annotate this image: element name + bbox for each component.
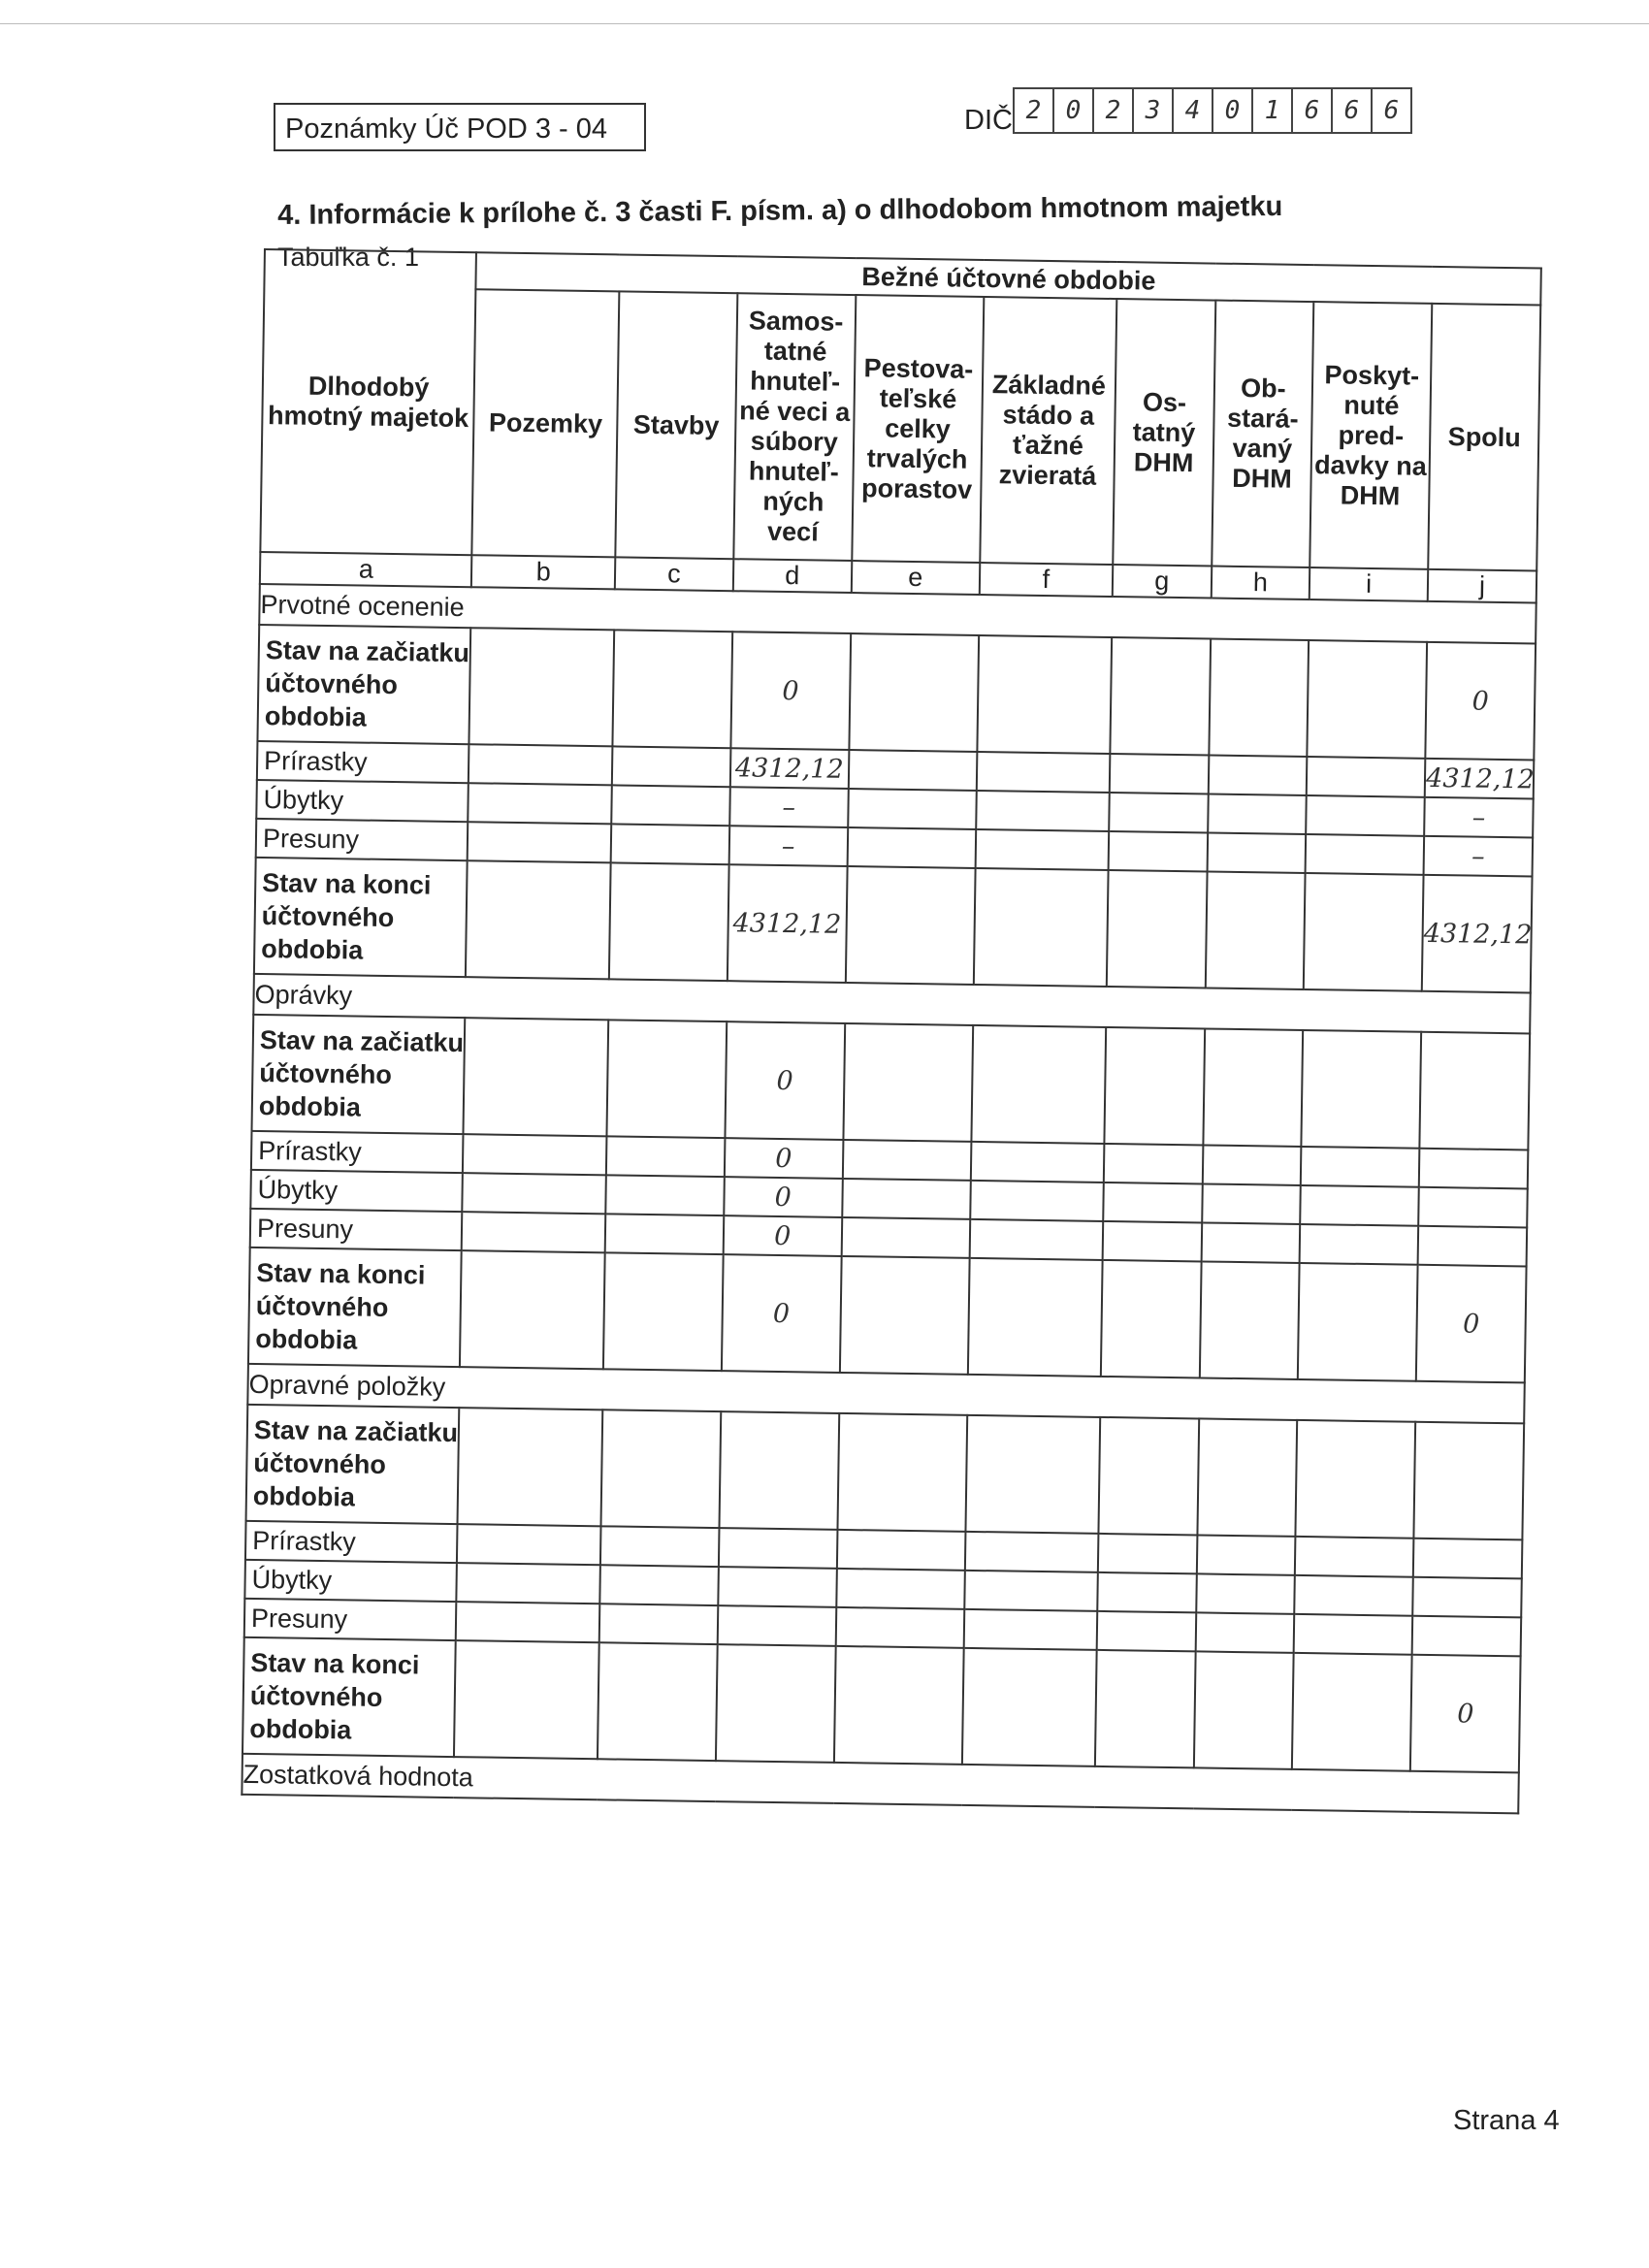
column-letter-h: h	[1211, 567, 1310, 600]
cell-f[interactable]	[962, 1648, 1097, 1766]
column-header-i: Poskyt- nuté pred- davky na DHM	[1310, 302, 1432, 569]
dic-label: DIČ	[964, 105, 1013, 136]
row-label: Stav na konci účtovného obdobia	[254, 858, 468, 977]
section-title: Opravné položky	[247, 1364, 1524, 1424]
cell-f[interactable]	[968, 1258, 1103, 1377]
cell-e[interactable]	[846, 866, 976, 985]
table-row	[248, 1247, 1527, 1383]
cell-b[interactable]	[456, 1602, 599, 1642]
cell-i[interactable]	[1301, 1147, 1420, 1187]
cell-j[interactable]	[1412, 1577, 1521, 1618]
cell-i[interactable]	[1292, 1653, 1412, 1771]
row-label: Prírastky	[257, 741, 469, 783]
cell-h[interactable]	[1196, 1535, 1295, 1575]
cell-e[interactable]	[849, 633, 979, 752]
table-row	[246, 1405, 1525, 1540]
cell-f[interactable]	[969, 1219, 1103, 1260]
cell-c[interactable]	[598, 1642, 718, 1761]
cell-b[interactable]	[468, 822, 611, 862]
cell-g[interactable]	[1110, 637, 1210, 755]
cell-d[interactable]: 0	[730, 632, 851, 750]
table-row	[242, 1637, 1521, 1773]
cell-h[interactable]	[1209, 639, 1309, 757]
cell-i[interactable]	[1306, 795, 1425, 836]
cell-c[interactable]	[609, 862, 729, 981]
cell-i[interactable]	[1298, 1263, 1418, 1381]
cell-f[interactable]	[974, 868, 1109, 987]
cell-g[interactable]	[1103, 1221, 1202, 1262]
cell-f[interactable]	[963, 1609, 1097, 1650]
cell-c[interactable]	[611, 785, 730, 826]
cell-e[interactable]	[837, 1413, 967, 1532]
cell-h[interactable]	[1205, 871, 1305, 988]
long-term-tangible-assets-table	[241, 248, 1542, 1814]
cell-b[interactable]	[458, 1408, 602, 1526]
row-label: Presuny	[244, 1599, 457, 1640]
row-label: Úbytky	[250, 1170, 463, 1212]
row-label: Stav na začiatku účtovného obdobia	[246, 1405, 460, 1524]
cell-h[interactable]	[1208, 794, 1307, 835]
cell-b[interactable]	[454, 1640, 598, 1759]
column-header-g: Os- tatný DHM	[1113, 299, 1215, 566]
cell-i[interactable]	[1307, 757, 1426, 797]
dic-digit: 2	[1094, 87, 1134, 134]
asset-table-container	[237, 248, 1542, 2105]
cell-j[interactable]: –	[1424, 836, 1533, 877]
cell-j[interactable]	[1418, 1226, 1527, 1267]
cell-j[interactable]: 0	[1410, 1655, 1521, 1773]
dic-digit: 0	[1054, 87, 1094, 134]
cell-b[interactable]	[457, 1563, 600, 1604]
cell-b[interactable]	[457, 1524, 600, 1565]
column-letter-b: b	[471, 555, 615, 589]
cell-g[interactable]	[1101, 1260, 1201, 1377]
cell-e[interactable]	[835, 1607, 964, 1648]
row-label: Stav na konci účtovného obdobia	[248, 1247, 462, 1367]
row-label: Presuny	[250, 1209, 463, 1250]
cell-j[interactable]	[1412, 1616, 1521, 1657]
cell-c[interactable]	[599, 1604, 719, 1644]
dic-digit: 1	[1253, 87, 1293, 134]
cell-h[interactable]	[1201, 1222, 1300, 1263]
dic-digit: 0	[1213, 87, 1253, 134]
column-header-d: Samos- tatné hnuteľ- né veci a súbory hnuteľ- ných vecí	[733, 293, 856, 561]
column-header-c: Stavby	[615, 291, 737, 559]
cell-f[interactable]	[965, 1415, 1100, 1534]
cell-d[interactable]: 0	[724, 1177, 843, 1217]
cell-h[interactable]	[1199, 1261, 1299, 1378]
cell-g[interactable]	[1095, 1650, 1195, 1767]
table-row	[254, 858, 1533, 993]
table-row	[257, 625, 1536, 761]
cell-d[interactable]: 0	[725, 1021, 845, 1140]
column-header-a: Dlhodobý hmotný majetok	[260, 249, 476, 555]
cell-e[interactable]	[847, 827, 976, 868]
cell-g[interactable]	[1097, 1572, 1196, 1613]
cell-c[interactable]	[606, 1020, 727, 1138]
cell-j[interactable]: –	[1424, 797, 1533, 838]
cell-d[interactable]: 0	[725, 1138, 844, 1179]
row-label: Presuny	[256, 819, 469, 860]
row-label: Stav na začiatku účtovného obdobia	[257, 625, 470, 744]
cell-g[interactable]	[1110, 754, 1209, 794]
cell-d[interactable]	[718, 1567, 837, 1607]
cell-c[interactable]	[600, 1409, 721, 1528]
cell-e[interactable]	[843, 1023, 973, 1142]
cell-g[interactable]	[1103, 1183, 1202, 1223]
section-heading: 4. Informácie k prílohe č. 3 časti F. písm. a) o dlhodobom hmotnom majetku	[277, 190, 1283, 231]
cell-c[interactable]	[610, 824, 729, 864]
cell-j[interactable]: 4312,12	[1422, 875, 1533, 993]
cell-i[interactable]	[1300, 1224, 1419, 1265]
cell-g[interactable]	[1109, 831, 1208, 872]
dic-digit: 6	[1293, 87, 1333, 134]
cell-c[interactable]	[612, 630, 732, 748]
cell-i[interactable]	[1304, 873, 1424, 991]
cell-f[interactable]	[964, 1571, 1098, 1611]
cell-c[interactable]	[599, 1565, 719, 1605]
row-label: Úbytky	[256, 780, 469, 822]
cell-h[interactable]	[1202, 1183, 1301, 1224]
cell-f[interactable]	[977, 635, 1112, 754]
column-header-f: Základné stádo a ťažné zvieratá	[980, 297, 1116, 565]
cell-g[interactable]	[1098, 1417, 1198, 1535]
cell-f[interactable]	[965, 1532, 1099, 1572]
column-header-b: Pozemky	[472, 289, 619, 557]
cell-e[interactable]	[837, 1530, 966, 1571]
table-caption: Tabuľka č. 1	[277, 243, 419, 272]
column-header-e: Pestova- teľské celky trvalých porastov	[852, 295, 984, 563]
column-letter-i: i	[1310, 567, 1428, 601]
cell-d[interactable]: –	[729, 787, 849, 827]
cell-i[interactable]	[1306, 834, 1425, 875]
cell-h[interactable]	[1193, 1651, 1293, 1768]
cell-h[interactable]	[1203, 1028, 1303, 1146]
column-letter-j: j	[1428, 569, 1536, 603]
row-label: Prírastky	[245, 1521, 458, 1563]
cell-d[interactable]: 0	[723, 1215, 842, 1256]
cell-i[interactable]	[1302, 1030, 1422, 1149]
dic-digit-boxes	[1013, 87, 1412, 134]
column-letter-f: f	[980, 563, 1114, 597]
cell-f[interactable]	[977, 752, 1111, 793]
cell-d[interactable]	[719, 1528, 838, 1569]
period-header: Bežné účtovné obdobie	[476, 252, 1541, 305]
cell-c[interactable]	[604, 1214, 724, 1254]
cell-b[interactable]	[469, 628, 614, 746]
cell-j[interactable]	[1413, 1539, 1522, 1579]
form-id-box: Poznámky Úč POD 3 - 04	[274, 103, 646, 151]
cell-e[interactable]	[840, 1256, 970, 1375]
table-row	[252, 1015, 1531, 1150]
dic-digit: 6	[1333, 87, 1373, 134]
cell-g[interactable]	[1104, 1144, 1203, 1184]
cell-f[interactable]	[976, 791, 1110, 831]
cell-g[interactable]	[1098, 1534, 1197, 1574]
cell-e[interactable]	[848, 750, 977, 791]
cell-f[interactable]	[971, 1142, 1105, 1183]
dic-digit: 3	[1134, 87, 1174, 134]
cell-c[interactable]	[603, 1252, 724, 1371]
cell-d[interactable]	[719, 1411, 839, 1530]
cell-h[interactable]	[1195, 1612, 1294, 1653]
cell-c[interactable]	[606, 1136, 726, 1177]
cell-j[interactable]: 4312,12	[1425, 759, 1534, 799]
column-header-j: Spolu	[1428, 304, 1540, 571]
cell-c[interactable]	[600, 1526, 720, 1567]
column-letter-e: e	[851, 561, 980, 595]
cell-g[interactable]	[1107, 870, 1207, 988]
cell-f[interactable]	[970, 1181, 1104, 1221]
cell-h[interactable]	[1207, 832, 1306, 873]
cell-b[interactable]	[462, 1212, 605, 1252]
section-title: Prvotné ocenenie	[259, 584, 1536, 644]
residual-value-row: Zostatková hodnota	[242, 1754, 1518, 1814]
row-label: Prírastky	[251, 1131, 464, 1173]
cell-j[interactable]	[1419, 1149, 1528, 1189]
cell-d[interactable]	[716, 1644, 836, 1763]
cell-i[interactable]	[1296, 1420, 1416, 1539]
row-label: Stav na začiatku účtovného obdobia	[252, 1015, 466, 1134]
cell-i[interactable]	[1295, 1537, 1414, 1577]
cell-b[interactable]	[464, 1018, 608, 1136]
cell-i[interactable]	[1294, 1614, 1413, 1655]
cell-j[interactable]	[1419, 1032, 1530, 1150]
row-label: Stav na konci účtovného obdobia	[242, 1637, 456, 1757]
cell-j[interactable]	[1418, 1187, 1527, 1228]
cell-j[interactable]	[1414, 1422, 1525, 1540]
cell-b[interactable]	[469, 744, 612, 785]
cell-b[interactable]	[460, 1250, 604, 1369]
cell-g[interactable]	[1097, 1611, 1196, 1652]
row-label: Úbytky	[244, 1560, 457, 1602]
cell-e[interactable]	[841, 1217, 970, 1258]
cell-g[interactable]	[1104, 1027, 1204, 1145]
cell-d[interactable]: 4312,12	[730, 748, 850, 789]
cell-b[interactable]	[466, 860, 610, 979]
cell-g[interactable]	[1109, 793, 1208, 833]
dic-digit: 6	[1373, 87, 1412, 134]
cell-h[interactable]	[1202, 1145, 1301, 1185]
cell-b[interactable]	[469, 783, 612, 824]
cell-b[interactable]	[463, 1173, 606, 1214]
dic-digit: 4	[1174, 87, 1213, 134]
page-number: Strana 4	[1453, 2105, 1560, 2136]
cell-b[interactable]	[463, 1134, 606, 1175]
cell-e[interactable]	[848, 789, 977, 829]
cell-f[interactable]	[971, 1025, 1106, 1144]
cell-c[interactable]	[612, 746, 731, 787]
cell-c[interactable]	[605, 1175, 725, 1215]
dic-digit: 2	[1015, 87, 1054, 134]
column-letter-c: c	[615, 557, 733, 591]
column-letter-d: d	[733, 559, 852, 593]
cell-e[interactable]	[842, 1179, 971, 1219]
cell-d[interactable]: 0	[722, 1254, 842, 1373]
column-header-h: Ob- stará- vaný DHM	[1212, 301, 1314, 567]
cell-e[interactable]	[834, 1646, 964, 1765]
cell-i[interactable]	[1308, 640, 1428, 759]
cell-d[interactable]: –	[728, 826, 848, 866]
cell-d[interactable]	[717, 1605, 836, 1646]
cell-e[interactable]	[836, 1569, 965, 1609]
cell-i[interactable]	[1300, 1185, 1419, 1226]
cell-j[interactable]: 0	[1425, 642, 1536, 761]
cell-e[interactable]	[843, 1140, 972, 1181]
scan-edge-line	[0, 23, 1649, 24]
cell-h[interactable]	[1196, 1573, 1295, 1614]
cell-h[interactable]	[1208, 756, 1307, 796]
cell-i[interactable]	[1294, 1575, 1413, 1616]
cell-j[interactable]: 0	[1416, 1265, 1527, 1383]
cell-f[interactable]	[975, 829, 1109, 870]
section-title: Oprávky	[253, 974, 1530, 1034]
column-letter-a: a	[260, 552, 472, 587]
cell-h[interactable]	[1197, 1418, 1297, 1536]
column-letter-g: g	[1113, 565, 1212, 599]
cell-d[interactable]: 4312,12	[728, 864, 848, 983]
